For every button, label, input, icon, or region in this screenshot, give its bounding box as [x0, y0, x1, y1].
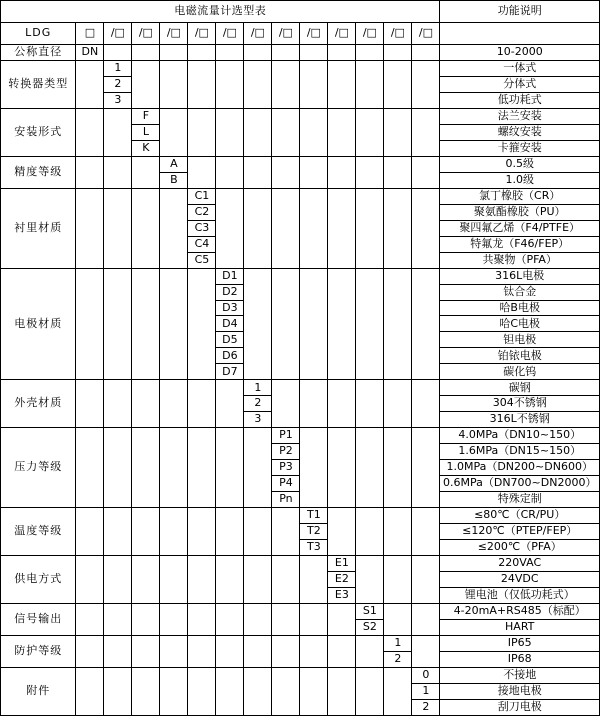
blank-cell-5-4	[188, 268, 216, 380]
desc-cell-5-4: 钽电极	[440, 332, 600, 348]
blank-cell-0-8	[300, 45, 328, 61]
blank-cell-0-9	[328, 45, 356, 61]
desc-cell-5-1: 钛合金	[440, 284, 600, 300]
blank-cell-4-9	[328, 188, 356, 268]
blank-cell-6-11	[384, 380, 412, 428]
blank-cell-5-10	[356, 268, 384, 380]
model-box-5[interactable]: /□	[216, 23, 244, 45]
blank-cell-5-7	[272, 268, 300, 380]
blank-cell-4-11	[384, 188, 412, 268]
blank-cell-1-8	[300, 60, 328, 108]
blank-cell-9-12	[412, 556, 440, 604]
desc-cell-3-0: 0.5级	[440, 156, 600, 172]
code-cell-7-3[interactable]: P4	[272, 476, 300, 492]
blank-cell-6-0	[76, 380, 104, 428]
blank-cell-2-11	[384, 108, 412, 156]
blank-cell-3-5	[216, 156, 244, 188]
code-cell-5-5[interactable]: D6	[216, 348, 244, 364]
blank-cell-1-6	[244, 60, 272, 108]
row-label-5: 电极材质	[1, 268, 76, 380]
model-prefix: LDG	[1, 23, 76, 45]
table-row	[1, 268, 600, 284]
blank-cell-9-11	[384, 556, 412, 604]
blank-cell-12-1	[104, 667, 132, 715]
code-cell-8-0[interactable]: T1	[300, 508, 328, 524]
blank-cell-3-7	[272, 156, 300, 188]
blank-cell-1-12	[412, 60, 440, 108]
desc-cell-4-4: 共聚物（PFA）	[440, 252, 600, 268]
blank-cell-0-3	[160, 45, 188, 61]
blank-cell-12-5	[216, 667, 244, 715]
blank-cell-11-3	[160, 635, 188, 667]
row-label-4: 衬里材质	[1, 188, 76, 268]
blank-cell-1-2	[132, 60, 160, 108]
desc-cell-7-0: 4.0MPa（DN10~150）	[440, 428, 600, 444]
blank-cell-9-8	[300, 556, 328, 604]
desc-cell-2-1: 螺纹安装	[440, 124, 600, 140]
desc-cell-5-5: 铂铱电极	[440, 348, 600, 364]
desc-cell-7-3: 0.6MPa（DN700~DN2000）	[440, 476, 600, 492]
desc-cell-6-1: 304不锈钢	[440, 396, 600, 412]
table-row	[1, 635, 600, 651]
code-cell-5-2[interactable]: D3	[216, 300, 244, 316]
table-row	[1, 556, 600, 572]
blank-cell-2-3	[160, 108, 188, 156]
blank-cell-2-8	[300, 108, 328, 156]
blank-cell-8-11	[384, 508, 412, 556]
blank-cell-12-8	[300, 667, 328, 715]
row-label-9: 供电方式	[1, 556, 76, 604]
blank-cell-1-11	[384, 60, 412, 108]
row-label-6: 外壳材质	[1, 380, 76, 428]
blank-cell-12-11	[384, 667, 412, 715]
blank-cell-4-7	[272, 188, 300, 268]
model-box-8[interactable]: /□	[300, 23, 328, 45]
blank-cell-0-11	[384, 45, 412, 61]
row-label-2: 安装形式	[1, 108, 76, 156]
blank-cell-10-2	[132, 603, 160, 635]
blank-cell-8-10	[356, 508, 384, 556]
desc-cell-2-0: 法兰安装	[440, 108, 600, 124]
code-cell-9-1[interactable]: E2	[328, 571, 356, 587]
blank-cell-8-2	[132, 508, 160, 556]
blank-cell-5-2	[132, 268, 160, 380]
model-box-4[interactable]: /□	[188, 23, 216, 45]
blank-cell-2-1	[104, 108, 132, 156]
blank-cell-2-0	[76, 108, 104, 156]
blank-cell-12-3	[160, 667, 188, 715]
blank-cell-11-9	[328, 635, 356, 667]
blank-cell-6-5	[216, 380, 244, 428]
blank-cell-0-10	[356, 45, 384, 61]
code-cell-4-2[interactable]: C3	[188, 220, 216, 236]
code-cell-5-4[interactable]: D5	[216, 332, 244, 348]
code-cell-6-2[interactable]: 3	[244, 412, 272, 428]
blank-cell-8-7	[272, 508, 300, 556]
blank-cell-3-10	[356, 156, 384, 188]
desc-cell-4-2: 聚四氟乙烯（F4/PTFE）	[440, 220, 600, 236]
desc-cell-8-2: ≤200℃（PFA）	[440, 540, 600, 556]
code-cell-6-0[interactable]: 1	[244, 380, 272, 396]
blank-cell-11-1	[104, 635, 132, 667]
blank-cell-11-8	[300, 635, 328, 667]
desc-cell-4-0: 氯丁橡胶（CR）	[440, 188, 600, 204]
blank-cell-0-6	[244, 45, 272, 61]
blank-cell-4-3	[160, 188, 188, 268]
blank-cell-6-1	[104, 380, 132, 428]
desc-cell-4-1: 聚氨酯橡胶（PU）	[440, 204, 600, 220]
desc-cell-10-1: HART	[440, 619, 600, 635]
blank-cell-8-5	[216, 508, 244, 556]
model-box-7[interactable]: /□	[272, 23, 300, 45]
row-label-3: 精度等级	[1, 156, 76, 188]
desc-cell-1-2: 低功耗式	[440, 92, 600, 108]
blank-cell-9-2	[132, 556, 160, 604]
blank-cell-9-3	[160, 556, 188, 604]
blank-cell-10-4	[188, 603, 216, 635]
blank-cell-7-3	[160, 428, 188, 508]
blank-cell-12-0	[76, 667, 104, 715]
blank-cell-7-2	[132, 428, 160, 508]
code-cell-2-1[interactable]: L	[132, 124, 160, 140]
blank-cell-4-1	[104, 188, 132, 268]
row-label-1: 转换器类型	[1, 60, 76, 108]
desc-cell-11-0: IP65	[440, 635, 600, 651]
blank-cell-2-7	[272, 108, 300, 156]
code-cell-1-0[interactable]: 1	[104, 60, 132, 76]
blank-cell-12-6	[244, 667, 272, 715]
blank-cell-5-1	[104, 268, 132, 380]
blank-cell-5-11	[384, 268, 412, 380]
code-cell-3-0[interactable]: A	[160, 156, 188, 172]
desc-cell-12-1: 接地电极	[440, 683, 600, 699]
blank-cell-3-12	[412, 156, 440, 188]
model-box-3[interactable]: /□	[160, 23, 188, 45]
model-box-12[interactable]: /□	[412, 23, 440, 45]
code-cell-5-3[interactable]: D4	[216, 316, 244, 332]
blank-cell-10-7	[272, 603, 300, 635]
blank-cell-11-10	[356, 635, 384, 667]
blank-cell-11-5	[216, 635, 244, 667]
desc-cell-4-3: 特氟龙（F46/FEP）	[440, 236, 600, 252]
row-label-7: 压力等级	[1, 428, 76, 508]
code-cell-11-1[interactable]: 2	[384, 651, 412, 667]
blank-cell-1-5	[216, 60, 244, 108]
blank-cell-10-6	[244, 603, 272, 635]
code-cell-5-6[interactable]: D7	[216, 364, 244, 380]
model-box-1[interactable]: /□	[104, 23, 132, 45]
code-cell-11-0[interactable]: 1	[384, 635, 412, 651]
blank-cell-8-4	[188, 508, 216, 556]
blank-cell-10-9	[328, 603, 356, 635]
table-row	[1, 508, 600, 524]
blank-cell-3-6	[244, 156, 272, 188]
blank-cell-11-12	[412, 635, 440, 667]
desc-cell-10-0: 4-20mA+RS485（标配）	[440, 603, 600, 619]
blank-cell-0-5	[216, 45, 244, 61]
blank-cell-9-6	[244, 556, 272, 604]
code-cell-3-1[interactable]: B	[160, 172, 188, 188]
blank-cell-4-8	[300, 188, 328, 268]
blank-cell-3-1	[104, 156, 132, 188]
model-box-10[interactable]: /□	[356, 23, 384, 45]
code-cell-8-2[interactable]: T3	[300, 540, 328, 556]
blank-cell-11-2	[132, 635, 160, 667]
blank-cell-1-9	[328, 60, 356, 108]
blank-cell-2-4	[188, 108, 216, 156]
blank-cell-12-9	[328, 667, 356, 715]
blank-cell-9-7	[272, 556, 300, 604]
blank-cell-5-3	[160, 268, 188, 380]
blank-cell-2-10	[356, 108, 384, 156]
blank-cell-2-5	[216, 108, 244, 156]
desc-cell-12-0: 不接地	[440, 667, 600, 683]
blank-cell-8-12	[412, 508, 440, 556]
blank-cell-1-10	[356, 60, 384, 108]
code-cell-1-1[interactable]: 2	[104, 76, 132, 92]
blank-cell-8-9	[328, 508, 356, 556]
blank-cell-5-9	[328, 268, 356, 380]
blank-cell-8-6	[244, 508, 272, 556]
desc-cell-1-1: 分体式	[440, 76, 600, 92]
desc-cell-6-2: 316L不锈钢	[440, 412, 600, 428]
model-box-11[interactable]: /□	[384, 23, 412, 45]
blank-cell-0-2	[132, 45, 160, 61]
blank-cell-9-4	[188, 556, 216, 604]
blank-cell-6-7	[272, 380, 300, 428]
blank-cell-6-3	[160, 380, 188, 428]
table-row	[1, 428, 600, 444]
blank-cell-2-6	[244, 108, 272, 156]
title-row	[1, 1, 600, 23]
code-cell-12-0[interactable]: 0	[412, 667, 440, 683]
blank-cell-3-11	[384, 156, 412, 188]
code-cell-4-0[interactable]: C1	[188, 188, 216, 204]
blank-cell-1-3	[160, 60, 188, 108]
code-cell-9-0[interactable]: E1	[328, 556, 356, 572]
code-cell-10-1[interactable]: S2	[356, 619, 384, 635]
blank-cell-5-6	[244, 268, 272, 380]
desc-cell-0-0: 10-2000	[440, 45, 600, 61]
blank-cell-7-6	[244, 428, 272, 508]
blank-cell-7-12	[412, 428, 440, 508]
blank-cell-7-9	[328, 428, 356, 508]
desc-cell-5-2: 哈B电极	[440, 300, 600, 316]
blank-cell-8-1	[104, 508, 132, 556]
blank-cell-5-12	[412, 268, 440, 380]
code-cell-0-0[interactable]: DN	[76, 45, 104, 61]
desc-cell-7-1: 1.6MPa（DN15~150）	[440, 444, 600, 460]
blank-cell-1-0	[76, 60, 104, 108]
blank-cell-10-5	[216, 603, 244, 635]
blank-cell-7-5	[216, 428, 244, 508]
code-cell-7-2[interactable]: P3	[272, 460, 300, 476]
blank-cell-7-0	[76, 428, 104, 508]
blank-cell-6-9	[328, 380, 356, 428]
blank-cell-12-7	[272, 667, 300, 715]
blank-cell-7-4	[188, 428, 216, 508]
desc-cell-7-2: 1.0MPa（DN200~DN600）	[440, 460, 600, 476]
blank-cell-7-10	[356, 428, 384, 508]
code-cell-1-2[interactable]: 3	[104, 92, 132, 108]
desc-cell-9-0: 220VAC	[440, 556, 600, 572]
row-label-11: 防护等级	[1, 635, 76, 667]
blank-cell-0-12	[412, 45, 440, 61]
blank-cell-7-1	[104, 428, 132, 508]
blank-cell-10-3	[160, 603, 188, 635]
desc-cell-9-1: 24VDC	[440, 571, 600, 587]
blank-cell-3-4	[188, 156, 216, 188]
code-cell-4-3[interactable]: C4	[188, 236, 216, 252]
desc-cell-9-2: 锂电池（仅低功耗式）	[440, 587, 600, 603]
blank-cell-10-12	[412, 603, 440, 635]
row-label-10: 信号输出	[1, 603, 76, 635]
blank-cell-12-2	[132, 667, 160, 715]
blank-cell-9-5	[216, 556, 244, 604]
desc-cell-8-0: ≤80℃（CR/PU）	[440, 508, 600, 524]
blank-cell-3-0	[76, 156, 104, 188]
desc-cell-5-3: 哈C电极	[440, 316, 600, 332]
blank-cell-4-0	[76, 188, 104, 268]
blank-cell-11-4	[188, 635, 216, 667]
blank-cell-6-4	[188, 380, 216, 428]
page-title: 电磁流量计选型表	[1, 1, 440, 23]
table-row	[1, 603, 600, 619]
blank-cell-1-4	[188, 60, 216, 108]
desc-cell-3-1: 1.0级	[440, 172, 600, 188]
code-cell-10-0[interactable]: S1	[356, 603, 384, 619]
table-row	[1, 667, 600, 683]
blank-cell-2-9	[328, 108, 356, 156]
model-box-9[interactable]: /□	[328, 23, 356, 45]
code-cell-2-0[interactable]: F	[132, 108, 160, 124]
table-row	[1, 188, 600, 204]
blank-cell-4-2	[132, 188, 160, 268]
desc-cell-2-2: 卡箍安装	[440, 140, 600, 156]
blank-cell-0-1	[104, 45, 132, 61]
function-desc-header: 功能说明	[440, 1, 600, 23]
code-cell-12-2[interactable]: 2	[412, 699, 440, 715]
table-row	[1, 60, 600, 76]
desc-cell-7-4: 特殊定制	[440, 492, 600, 508]
blank-cell-3-8	[300, 156, 328, 188]
blank-cell-11-6	[244, 635, 272, 667]
blank-cell-11-0	[76, 635, 104, 667]
blank-cell-10-11	[384, 603, 412, 635]
blank-cell-7-8	[300, 428, 328, 508]
blank-cell-9-1	[104, 556, 132, 604]
desc-cell-6-0: 碳钢	[440, 380, 600, 396]
code-cell-4-1[interactable]: C2	[188, 204, 216, 220]
blank-cell-3-2	[132, 156, 160, 188]
row-label-0: 公称直径	[1, 45, 76, 61]
table-row	[1, 380, 600, 396]
blank-cell-4-6	[244, 188, 272, 268]
desc-cell-8-1: ≤120℃（PTEP/FEP）	[440, 524, 600, 540]
table-row	[1, 156, 600, 172]
code-cell-9-2[interactable]: E3	[328, 587, 356, 603]
table-row	[1, 108, 600, 124]
code-cell-4-4[interactable]: C5	[188, 252, 216, 268]
blank-cell-12-10	[356, 667, 384, 715]
code-cell-6-1[interactable]: 2	[244, 396, 272, 412]
blank-cell-6-12	[412, 380, 440, 428]
blank-cell-7-11	[384, 428, 412, 508]
code-cell-7-0[interactable]: P1	[272, 428, 300, 444]
blank-cell-5-0	[76, 268, 104, 380]
blank-cell-10-0	[76, 603, 104, 635]
desc-cell-11-1: IP68	[440, 651, 600, 667]
blank-cell-5-8	[300, 268, 328, 380]
blank-cell-12-4	[188, 667, 216, 715]
blank-cell-4-5	[216, 188, 244, 268]
table-row	[1, 45, 600, 61]
blank-cell-4-12	[412, 188, 440, 268]
blank-cell-8-0	[76, 508, 104, 556]
row-label-12: 附件	[1, 667, 76, 715]
code-cell-8-1[interactable]: T2	[300, 524, 328, 540]
code-cell-5-0[interactable]: D1	[216, 268, 244, 284]
blank-cell-9-10	[356, 556, 384, 604]
code-cell-5-1[interactable]: D2	[216, 284, 244, 300]
blank-cell-6-10	[356, 380, 384, 428]
blank-cell-10-8	[300, 603, 328, 635]
desc-cell-12-2: 刮刀电极	[440, 699, 600, 715]
desc-cell-5-0: 316L电极	[440, 268, 600, 284]
desc-cell-1-0: 一体式	[440, 60, 600, 76]
code-cell-7-1[interactable]: P2	[272, 444, 300, 460]
blank-cell-4-10	[356, 188, 384, 268]
desc-cell-5-6: 碳化钨	[440, 364, 600, 380]
blank-cell-0-7	[272, 45, 300, 61]
model-box-0[interactable]: □	[76, 23, 104, 45]
desc-header-spacer	[440, 23, 600, 45]
model-box-2[interactable]: /□	[132, 23, 160, 45]
blank-cell-1-7	[272, 60, 300, 108]
code-cell-12-1[interactable]: 1	[412, 683, 440, 699]
model-box-6[interactable]: /□	[244, 23, 272, 45]
blank-cell-2-12	[412, 108, 440, 156]
blank-cell-6-2	[132, 380, 160, 428]
model-code-row	[1, 23, 600, 45]
blank-cell-9-0	[76, 556, 104, 604]
blank-cell-0-4	[188, 45, 216, 61]
blank-cell-10-1	[104, 603, 132, 635]
blank-cell-6-8	[300, 380, 328, 428]
blank-cell-11-7	[272, 635, 300, 667]
row-label-8: 温度等级	[1, 508, 76, 556]
code-cell-7-4[interactable]: Pn	[272, 492, 300, 508]
code-cell-2-2[interactable]: K	[132, 140, 160, 156]
blank-cell-8-3	[160, 508, 188, 556]
blank-cell-3-9	[328, 156, 356, 188]
